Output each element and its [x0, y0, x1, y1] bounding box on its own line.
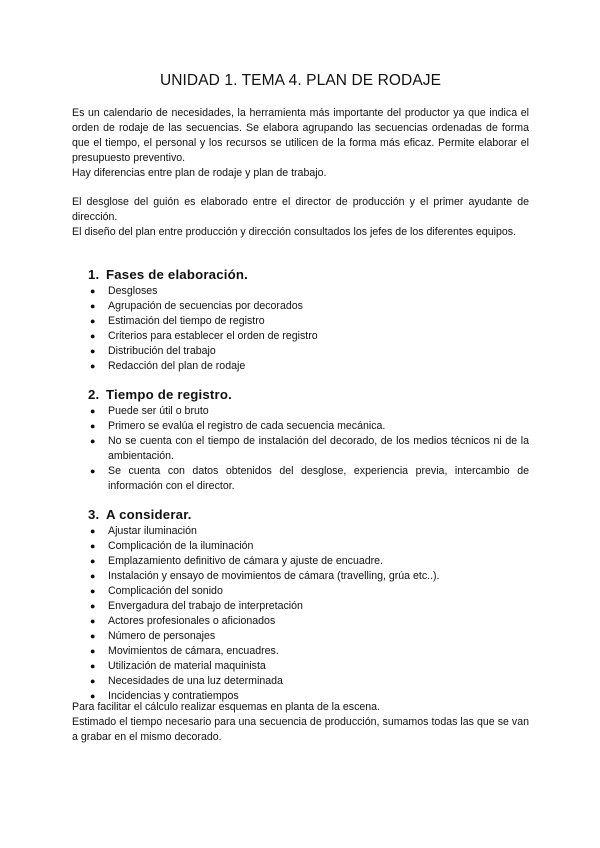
list-item: ● Movimientos de cámara, encuadres. — [90, 645, 279, 657]
bullet-icon: ● — [90, 406, 96, 416]
intro-paragraph-2: Hay diferencias entre plan de rodaje y plan de trabajo. — [72, 167, 327, 179]
list-item: ● Actores profesionales o aficionados — [90, 615, 276, 627]
section-title-text: Tiempo de registro. — [106, 387, 232, 402]
section-number: 1. — [88, 267, 100, 282]
bullet-icon: ● — [90, 436, 96, 446]
list-item: ● Redacción del plan de rodaje — [90, 360, 246, 372]
closing-paragraph-2: Estimado el tiempo necesario para una secuencia de producción, sumamos todas las que se van a grabar en el mismo decorado. — [72, 716, 529, 743]
section-title-text: A considerar. — [106, 507, 192, 522]
section-2-list — [72, 404, 529, 494]
list-item: ● Primero se evalúa el registro de cada secuencia mecánica. — [90, 420, 386, 432]
section-heading-1 — [88, 267, 248, 282]
section-1-list — [72, 284, 529, 374]
closing-paragraph-1: Para facilitar el cálculo realizar esquemas en planta de la escena. — [72, 701, 380, 713]
list-item: ● No se cuenta con el tiempo de instalación del decorado, de los medios técnicos ni de la ambientación. — [90, 435, 529, 462]
bullet-icon: ● — [90, 466, 96, 476]
bullet-icon: ● — [90, 541, 96, 551]
bullet-icon: ● — [90, 556, 96, 566]
list-item: ● Agrupación de secuencias por decorados — [90, 300, 303, 312]
section-number: 3. — [88, 507, 100, 522]
bullet-icon: ● — [90, 586, 96, 596]
bullet-icon: ● — [90, 331, 96, 341]
list-item: ● Puede ser útil o bruto — [90, 405, 209, 417]
section-3-list — [72, 524, 529, 704]
bullet-icon: ● — [90, 571, 96, 581]
section-heading-2 — [88, 387, 232, 402]
list-item: ● Estimación del tiempo de registro — [90, 315, 265, 327]
bullet-icon: ● — [90, 361, 96, 371]
list-item: ● Número de personajes — [90, 630, 216, 642]
section-title-text: Fases de elaboración. — [106, 267, 248, 282]
bullet-icon: ● — [90, 646, 96, 656]
list-item: ● Se cuenta con datos obtenidos del desglose, experiencia previa, intercambio de información con el director. — [90, 465, 529, 492]
list-item: ● Desgloses — [90, 285, 158, 297]
list-item: ● Incidencias y contratiempos — [90, 690, 239, 702]
list-item: ● Distribución del trabajo — [90, 345, 216, 357]
bullet-icon: ● — [90, 286, 96, 296]
bullet-icon: ● — [90, 691, 96, 701]
list-item: ● Complicación del sonido — [90, 585, 223, 597]
section-heading-3 — [88, 507, 192, 522]
bullet-icon: ● — [90, 676, 96, 686]
intro-paragraph-1: Es un calendario de necesidades, la herramienta más importante del productor ya que indica el orden de rodaje de las secuencias. Se elabora agrupando las secuencias ordenadas de forma que el tiempo, el personal y los recursos se utilicen de la forma más eficaz. Permite elaborar el presupuesto preventivo. — [72, 107, 529, 164]
intro-paragraph-3: El desglose del guión es elaborado entre el director de producción y el primer ayudante de dirección. — [72, 196, 529, 223]
list-item: ● Envergadura del trabajo de interpretación — [90, 600, 303, 612]
bullet-icon: ● — [90, 661, 96, 671]
list-item: ● Instalación y ensayo de movimientos de cámara (travelling, grúa etc..). — [90, 570, 440, 582]
list-item: ● Necesidades de una luz determinada — [90, 675, 283, 687]
list-item: ● Ajustar iluminación — [90, 525, 197, 537]
bullet-icon: ● — [90, 601, 96, 611]
list-item: ● Complicación de la iluminación — [90, 540, 254, 552]
bullet-icon: ● — [90, 346, 96, 356]
section-number: 2. — [88, 387, 100, 402]
bullet-icon: ● — [90, 526, 96, 536]
list-item: ● Criterios para establecer el orden de registro — [90, 330, 318, 342]
bullet-icon: ● — [90, 631, 96, 641]
list-item: ● Utilización de material maquinista — [90, 660, 266, 672]
bullet-icon: ● — [90, 301, 96, 311]
bullet-icon: ● — [90, 421, 96, 431]
list-item: ● Emplazamiento definitivo de cámara y ajuste de encuadre. — [90, 555, 384, 567]
bullet-icon: ● — [90, 316, 96, 326]
intro-paragraph-4: El diseño del plan entre producción y dirección consultados los jefes de los diferentes equipos. — [72, 226, 517, 238]
document-title: UNIDAD 1. TEMA 4. PLAN DE RODAJE — [159, 72, 442, 89]
bullet-icon: ● — [90, 616, 96, 626]
